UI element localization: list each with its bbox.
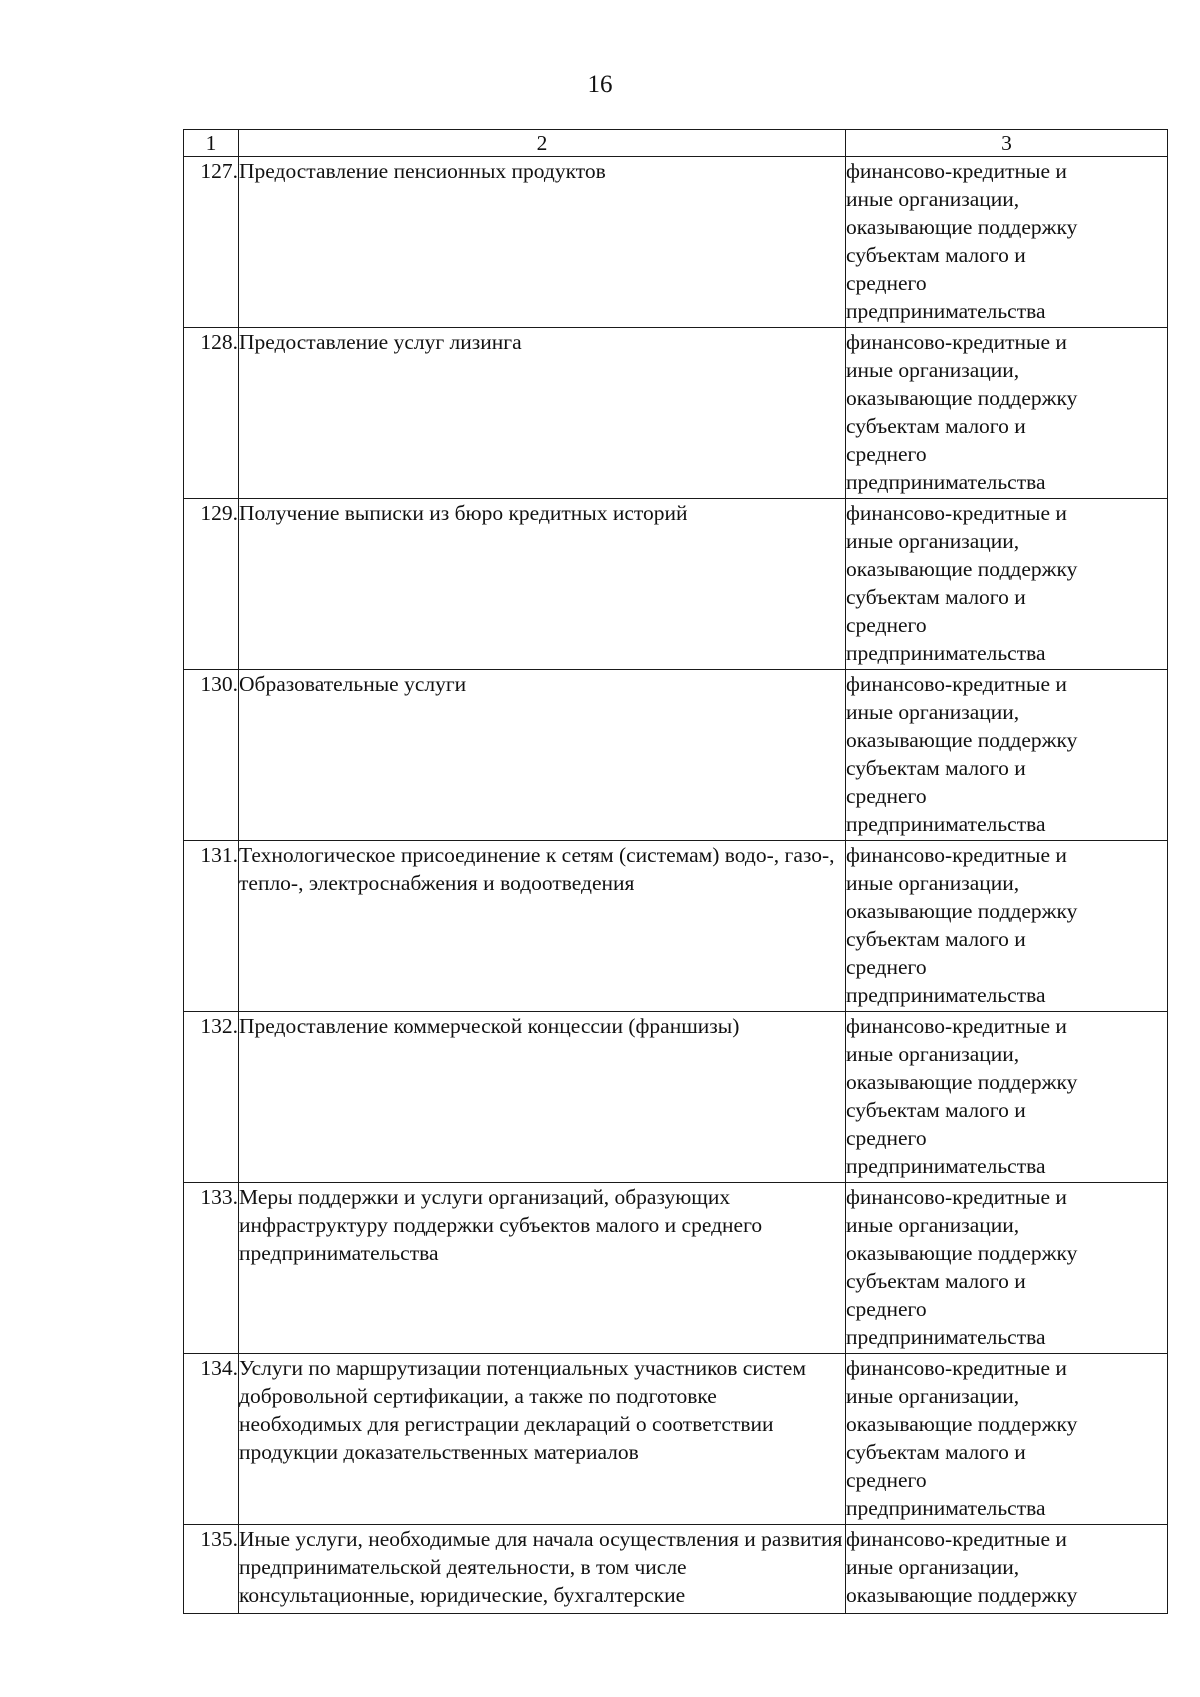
provider-cell <box>846 1354 1168 1525</box>
header-row <box>184 130 1168 157</box>
table-row <box>184 670 1168 841</box>
provider-line: предпринимательства <box>846 812 1046 836</box>
row-number: 134. <box>184 1354 239 1525</box>
table-row <box>184 1525 1168 1614</box>
provider-cell <box>846 1183 1168 1354</box>
provider-line: субъектам малого и <box>846 927 1026 951</box>
row-number: 135. <box>184 1525 239 1614</box>
provider-line: финансово-кредитные и <box>846 330 1067 354</box>
provider-line: финансово-кредитные и <box>846 159 1067 183</box>
provider-line: оказывающие поддержку <box>846 1412 1078 1436</box>
provider-line: среднего <box>846 955 927 979</box>
provider-line: среднего <box>846 1126 927 1150</box>
provider-line: иные организации, <box>846 529 1020 553</box>
provider-cell <box>846 1525 1168 1614</box>
table-row <box>184 499 1168 670</box>
provider-line: финансово-кредитные и <box>846 1014 1067 1038</box>
row-number: 132. <box>184 1012 239 1183</box>
provider-line: финансово-кредитные и <box>846 843 1067 867</box>
provider-line: предпринимательства <box>846 1325 1046 1349</box>
service-name: Меры поддержки и услуги организаций, образующих инфраструктуру поддержки субъектов малого и среднего предпринимательства <box>239 1183 846 1354</box>
provider-line: иные организации, <box>846 1042 1020 1066</box>
provider-line: среднего <box>846 784 927 808</box>
service-name: Технологическое присоединение к сетям (системам) водо-, газо-, тепло-, электроснабжения и водоотведения <box>239 841 846 1012</box>
header-col-2: 2 <box>239 130 846 157</box>
table-row <box>184 1012 1168 1183</box>
provider-line: иные организации, <box>846 187 1020 211</box>
provider-line: оказывающие поддержку <box>846 899 1078 923</box>
provider-line: финансово-кредитные и <box>846 1185 1067 1209</box>
provider-line: предпринимательства <box>846 983 1046 1007</box>
provider-cell <box>846 841 1168 1012</box>
provider-line: среднего <box>846 1468 927 1492</box>
table-row <box>184 1183 1168 1354</box>
provider-line: предпринимательства <box>846 299 1046 323</box>
row-number: 133. <box>184 1183 239 1354</box>
provider-line: предпринимательства <box>846 1496 1046 1520</box>
table-header <box>184 130 1168 157</box>
provider-line: субъектам малого и <box>846 756 1026 780</box>
provider-line: финансово-кредитные и <box>846 672 1067 696</box>
service-name: Образовательные услуги <box>239 670 846 841</box>
provider-line: оказывающие поддержку <box>846 386 1078 410</box>
provider-line: субъектам малого и <box>846 243 1026 267</box>
provider-line: иные организации, <box>846 358 1020 382</box>
provider-line: предпринимательства <box>846 1154 1046 1178</box>
table-body <box>184 157 1168 1614</box>
provider-line: среднего <box>846 613 927 637</box>
service-name: Услуги по маршрутизации потенциальных участников систем добровольной сертификации, а также по подготовке необходимых для регистрации деклараций о соответствии продукции доказательственных материалов <box>239 1354 846 1525</box>
table-row <box>184 157 1168 328</box>
provider-line: оказывающие поддержку <box>846 728 1078 752</box>
provider-line: субъектам малого и <box>846 1269 1026 1293</box>
provider-line: иные организации, <box>846 1384 1020 1408</box>
table-row <box>184 841 1168 1012</box>
provider-cell <box>846 328 1168 499</box>
row-number: 130. <box>184 670 239 841</box>
provider-line: субъектам малого и <box>846 414 1026 438</box>
provider-line: финансово-кредитные и <box>846 1356 1067 1380</box>
provider-cell <box>846 670 1168 841</box>
service-name: Иные услуги, необходимые для начала осуществления и развития предпринимательской деятельности, в том числе консультационные, юридические, бухгалтерские <box>239 1525 846 1614</box>
row-number: 129. <box>184 499 239 670</box>
provider-line: среднего <box>846 442 927 466</box>
table-row <box>184 328 1168 499</box>
provider-line: предпринимательства <box>846 470 1046 494</box>
provider-line: финансово-кредитные и <box>846 1527 1067 1551</box>
provider-cell <box>846 499 1168 670</box>
provider-line: иные организации, <box>846 871 1020 895</box>
provider-line: субъектам малого и <box>846 1098 1026 1122</box>
table-row <box>184 1354 1168 1525</box>
provider-line: финансово-кредитные и <box>846 501 1067 525</box>
provider-cell <box>846 1012 1168 1183</box>
service-name: Получение выписки из бюро кредитных историй <box>239 499 846 670</box>
services-table <box>183 129 1168 1614</box>
provider-line: оказывающие поддержку <box>846 215 1078 239</box>
service-name: Предоставление услуг лизинга <box>239 328 846 499</box>
row-number: 127. <box>184 157 239 328</box>
header-col-1: 1 <box>184 130 239 157</box>
provider-line: предпринимательства <box>846 641 1046 665</box>
row-number: 131. <box>184 841 239 1012</box>
provider-line: среднего <box>846 271 927 295</box>
provider-line: субъектам малого и <box>846 1440 1026 1464</box>
provider-line: среднего <box>846 1297 927 1321</box>
page-number: 16 <box>587 71 613 98</box>
row-number: 128. <box>184 328 239 499</box>
provider-line: оказывающие поддержку <box>846 1070 1078 1094</box>
provider-cell <box>846 157 1168 328</box>
provider-line: оказывающие поддержку <box>846 557 1078 581</box>
service-name: Предоставление коммерческой концессии (франшизы) <box>239 1012 846 1183</box>
provider-line: субъектам малого и <box>846 585 1026 609</box>
provider-line: оказывающие поддержку <box>846 1583 1078 1607</box>
service-name: Предоставление пенсионных продуктов <box>239 157 846 328</box>
provider-line: иные организации, <box>846 1213 1020 1237</box>
provider-line: иные организации, <box>846 1555 1020 1579</box>
provider-line: оказывающие поддержку <box>846 1241 1078 1265</box>
provider-line: иные организации, <box>846 700 1020 724</box>
header-col-3: 3 <box>846 130 1168 157</box>
